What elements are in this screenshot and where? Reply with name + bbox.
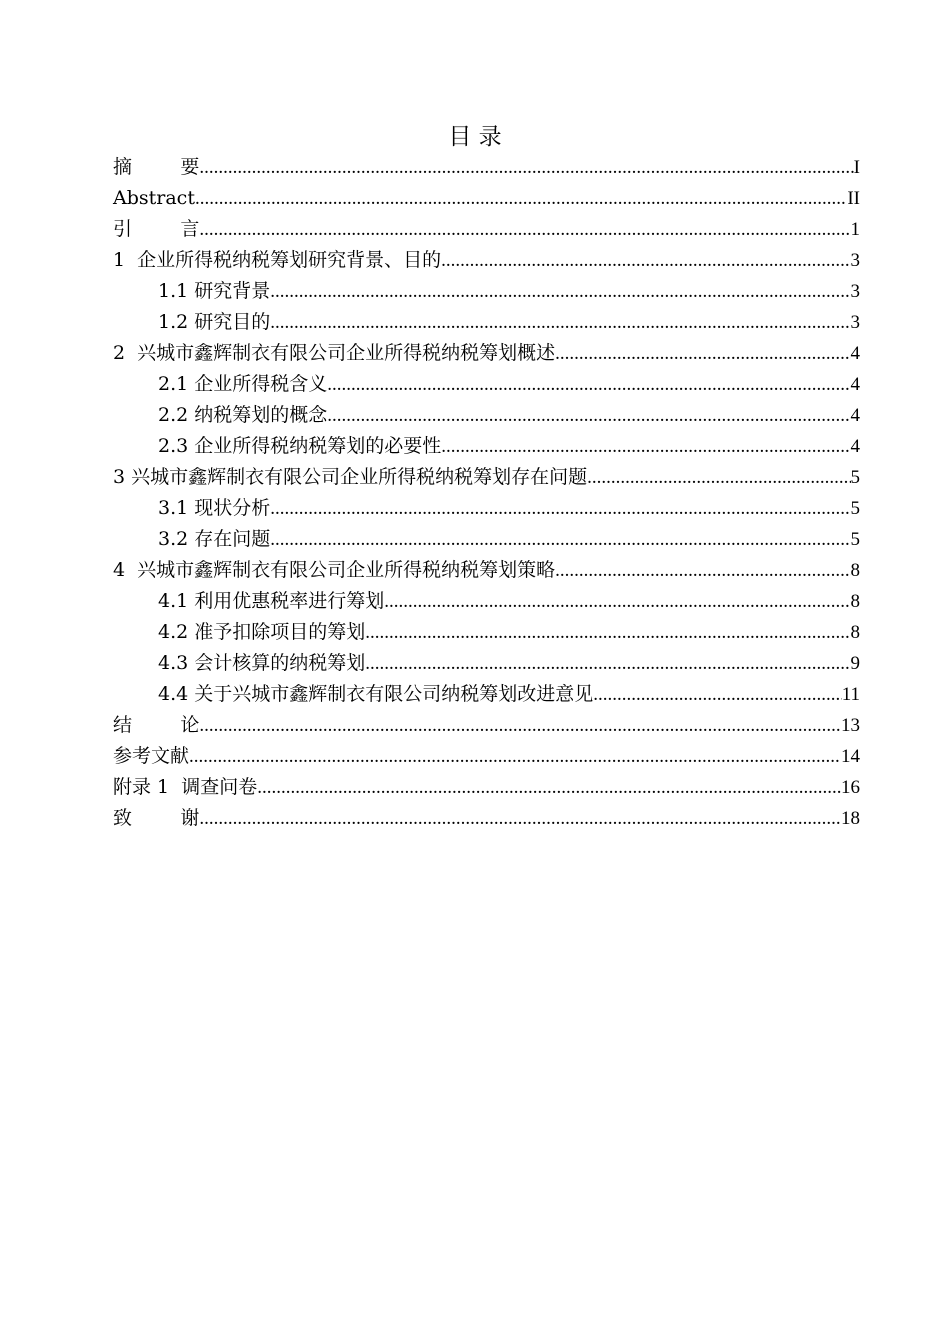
leader-dots: [327, 400, 850, 431]
toc-entry-conclusion[interactable]: [113, 710, 860, 741]
toc-list: [113, 152, 860, 834]
toc-entry-label: 2.1 企业所得税含义: [158, 373, 328, 395]
leader-dots: [199, 710, 841, 741]
toc-page-number: 5: [850, 467, 860, 488]
toc-entry-label: 4.3 会计核算的纳税筹划: [158, 652, 366, 674]
toc-page-number: 9: [850, 653, 860, 674]
toc-page-number: II: [847, 188, 860, 209]
toc-page-number: 5: [850, 498, 860, 519]
toc-entry-references[interactable]: [113, 741, 860, 772]
toc-entry-label: 附录 1 调查问卷: [113, 776, 258, 798]
toc-entry-label: 1.2 研究目的: [158, 311, 271, 333]
toc-page-number: 3: [850, 312, 860, 333]
leader-dots: [441, 245, 850, 276]
toc-entry-label: 2 兴城市鑫辉制衣有限公司企业所得税纳税筹划概述: [113, 342, 556, 364]
toc-page-number: 3: [850, 250, 860, 271]
toc-entry-section-4-2[interactable]: [113, 617, 860, 648]
leader-dots: [189, 741, 841, 772]
leader-dots: [555, 555, 850, 586]
toc-entry-section-1-1[interactable]: [113, 276, 860, 307]
leader-dots: [199, 152, 853, 183]
toc-entry-section-4-4[interactable]: [113, 679, 860, 710]
toc-page-number: 8: [850, 622, 860, 643]
toc-entry-label: 1.1 研究背景: [158, 280, 271, 302]
leader-dots: [257, 772, 841, 803]
toc-entry-label: 参考文献: [113, 745, 190, 767]
toc-entry-section-2-1[interactable]: [113, 369, 860, 400]
toc-entry-label: 4.1 利用优惠税率进行筹划: [158, 590, 385, 612]
toc-page-number: 8: [850, 591, 860, 612]
leader-dots: [270, 307, 850, 338]
toc-entry-introduction[interactable]: [113, 214, 860, 245]
toc-entry-label: 3 兴城市鑫辉制衣有限公司企业所得税纳税筹划存在问题: [113, 466, 588, 488]
toc-page-number: 8: [850, 560, 860, 581]
leader-dots: [270, 524, 850, 555]
toc-page-number: 13: [841, 715, 860, 736]
leader-dots: [199, 803, 841, 834]
toc-page-number: 18: [841, 808, 860, 829]
leader-dots: [593, 679, 841, 710]
toc-page-number: 11: [841, 684, 860, 705]
leader-dots: [587, 462, 850, 493]
toc-page-number: 4: [850, 436, 860, 457]
toc-page-number: 4: [850, 405, 860, 426]
toc-entry-abstract-cn[interactable]: [113, 152, 860, 183]
toc-entry-section-3-1[interactable]: [113, 493, 860, 524]
toc-entry-chapter-2[interactable]: [113, 338, 860, 369]
leader-dots: [365, 617, 850, 648]
toc-entry-section-1-2[interactable]: [113, 307, 860, 338]
toc-entry-label: 引 言: [113, 218, 200, 240]
toc-entry-section-2-2[interactable]: [113, 400, 860, 431]
toc-page-number: I: [853, 157, 860, 178]
leader-dots: [441, 431, 850, 462]
leader-dots: [270, 493, 850, 524]
toc-entry-section-3-2[interactable]: [113, 524, 860, 555]
toc-page-number: 16: [841, 777, 860, 798]
toc-entry-label: 4.4 关于兴城市鑫辉制衣有限公司纳税筹划改进意见: [158, 683, 594, 705]
leader-dots: [327, 369, 850, 400]
toc-entry-label: 3.2 存在问题: [158, 528, 271, 550]
toc-entry-label: 1 企业所得税纳税筹划研究背景、目的: [113, 249, 442, 271]
toc-entry-chapter-4[interactable]: [113, 555, 860, 586]
toc-entry-label: 3.1 现状分析: [158, 497, 271, 519]
toc-entry-section-4-3[interactable]: [113, 648, 860, 679]
toc-entry-label: 2.2 纳税筹划的概念: [158, 404, 328, 426]
toc-page-number: 14: [841, 746, 860, 767]
leader-dots: [199, 214, 850, 245]
leader-dots: [365, 648, 850, 679]
toc-page-number: 4: [850, 343, 860, 364]
toc-entry-label: Abstract: [113, 187, 195, 209]
toc-page-number: 1: [850, 219, 860, 240]
toc-entry-label: 4 兴城市鑫辉制衣有限公司企业所得税纳税筹划策略: [113, 559, 556, 581]
leader-dots: [270, 276, 850, 307]
toc-entry-label: 结 论: [113, 714, 200, 736]
toc-entry-abstract-en[interactable]: [113, 183, 860, 214]
toc-page-number: 3: [850, 281, 860, 302]
toc-entry-section-2-3[interactable]: [113, 431, 860, 462]
toc-entry-section-4-1[interactable]: [113, 586, 860, 617]
leader-dots: [195, 183, 847, 214]
leader-dots: [555, 338, 850, 369]
toc-title: 目 录: [448, 124, 502, 150]
toc-entry-label: 致 谢: [113, 807, 200, 829]
toc-entry-label: 2.3 企业所得税纳税筹划的必要性: [158, 435, 442, 457]
toc-entry-appendix-1[interactable]: [113, 772, 860, 803]
toc-page-number: 5: [850, 529, 860, 550]
toc-page-number: 4: [850, 374, 860, 395]
toc-entry-chapter-1[interactable]: [113, 245, 860, 276]
toc-entry-acknowledgements[interactable]: [113, 803, 860, 834]
toc-entry-label: 摘 要: [113, 156, 200, 178]
leader-dots: [384, 586, 850, 617]
toc-entry-label: 4.2 准予扣除项目的筹划: [158, 621, 366, 643]
toc-entry-chapter-3[interactable]: [113, 462, 860, 493]
